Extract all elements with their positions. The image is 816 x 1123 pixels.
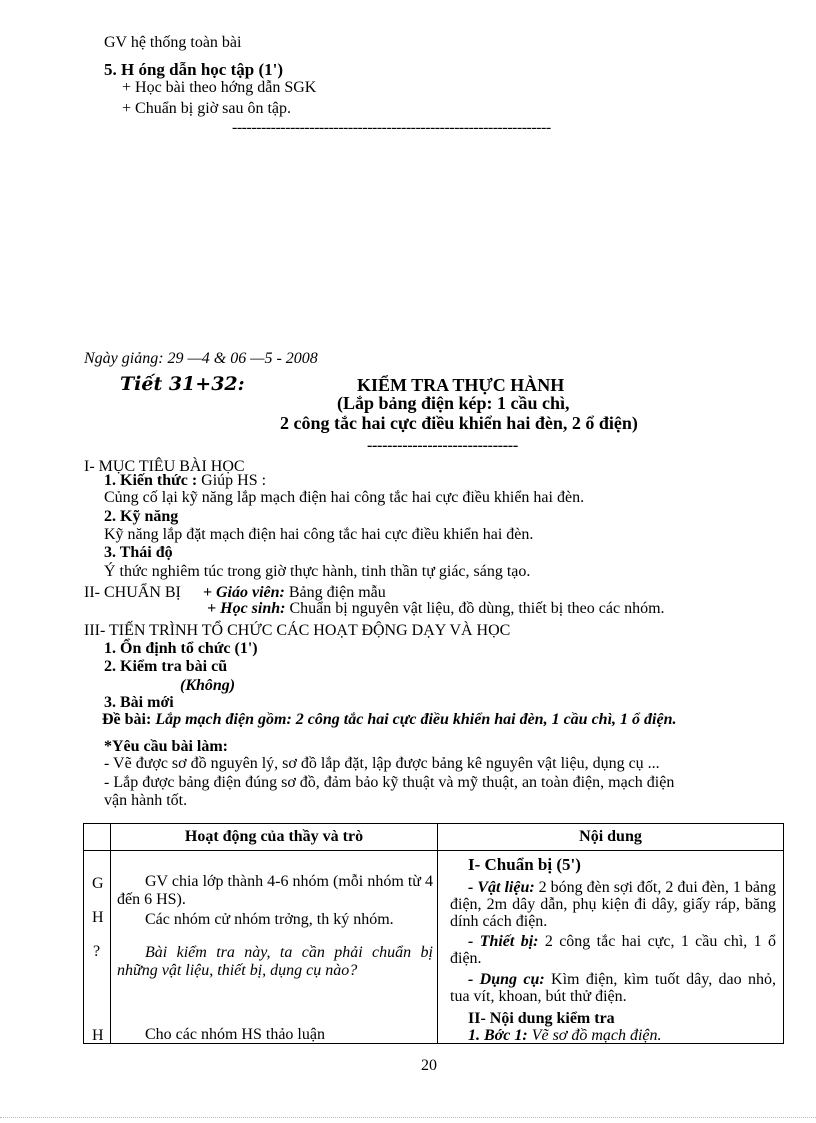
exam-label: Đề bài: <box>102 711 152 728</box>
process-heading: III- TIẾN TRÌNH TỔ CHỨC CÁC HOẠT ĐỘNG DẠY VÀ HỌC <box>84 622 511 639</box>
lesson-subtitle: (Lắp bảng điện kép: 1 cầu chì, <box>337 393 570 413</box>
content-prep-heading: I- Chuẩn bị (5') <box>468 855 581 874</box>
tools-text: Kìm điện, kìm tuốt dây, dao nhỏ, tua vít, khoan, bút thử điện. <box>450 971 777 1006</box>
role-column <box>84 851 111 1044</box>
table-row <box>84 851 784 1044</box>
title-rule: ------------------------------ <box>367 437 518 454</box>
teacher-text: Bảng điện mẫu <box>288 584 386 601</box>
activity-column <box>111 851 438 1044</box>
skill-label: 2. Kỹ năng <box>104 508 179 525</box>
step-organization: 1. Ổn định tổ chức (1') <box>104 640 258 657</box>
prep-heading: II- CHUẨN BỊ <box>84 584 181 601</box>
devices-text: 2 công tắc hai cực, 1 cầu chì, 1 ổ điện. <box>450 933 776 968</box>
knowledge-label: 1. Kiến thức : <box>104 472 198 489</box>
requirement-item-continued: vận hành tốt. <box>104 792 188 809</box>
step-review: 2. Kiểm tra bài cũ <box>104 658 228 675</box>
content-tools <box>450 971 776 1005</box>
knowledge-line <box>104 472 266 490</box>
objectives-heading: I- MỤC TIÊU BÀI HỌC <box>84 458 245 475</box>
requirement-item: - Vẽ được sơ đồ nguyên lý, sơ đồ lắp đặt, lập được bảng kê nguyên vật liệu, dụng cụ ... <box>104 755 660 772</box>
activity-item: Cho các nhóm HS thảo luận <box>145 1026 325 1043</box>
attitude-label: 3. Thái độ <box>104 544 173 561</box>
role-marker: H <box>92 1027 104 1044</box>
activity-item: GV chia lớp thành 4-6 nhóm (mỗi nhóm từ 4 đến 6 HS). <box>117 873 433 908</box>
content-devices <box>450 933 776 967</box>
role-marker: ? <box>93 943 101 960</box>
role-marker: H <box>92 909 104 926</box>
lesson-number: Tiết 31+32: <box>120 373 245 395</box>
activity-table <box>83 823 784 1044</box>
prep-line-student <box>207 600 665 618</box>
study-guide-item: + Học bài theo hớng dẫn SGK <box>122 79 317 96</box>
teacher-label: + Giáo viên: <box>202 584 285 601</box>
knowledge-text: Củng cố lại kỹ năng lắp mạch điện hai công tắc hai cực điều khiển hai đèn. <box>104 489 585 506</box>
step-new-lesson: 3. Bài mới <box>104 694 174 711</box>
content-materials <box>450 879 776 930</box>
materials-label: - Vật liệu: <box>468 879 535 896</box>
content-column <box>438 851 784 1044</box>
table-header-row <box>84 824 784 851</box>
activity-item: Các nhóm cử nhóm trởng, th ký nhóm. <box>145 911 394 928</box>
page-bottom-border <box>0 1117 816 1118</box>
page-number: 20 <box>421 1057 437 1074</box>
study-guide-item: + Chuẩn bị giờ sau ôn tập. <box>122 100 292 117</box>
student-label: + Học sinh: <box>207 600 286 617</box>
attitude-text: Ý thức nghiêm túc trong giờ thực hành, tinh thần tự giác, sáng tạo. <box>104 563 531 580</box>
devices-label: - Thiết bị: <box>468 933 539 950</box>
exam-text: Lắp mạch điện gồm: 2 công tắc hai cực điều khiển hai đèn, 1 cầu chì, 1 ổ điện. <box>155 711 677 728</box>
exam-line <box>102 711 676 729</box>
student-text: Chuẩn bị nguyên vật liệu, đồ dùng, thiết bị theo các nhóm. <box>289 600 665 617</box>
role-marker: G <box>92 875 104 892</box>
tools-label: - Dụng cụ: <box>468 971 545 988</box>
review-none: (Không) <box>180 677 236 694</box>
requirement-label: *Yêu cầu bài làm: <box>104 738 228 755</box>
knowledge-lead: Giúp HS : <box>201 472 267 489</box>
step-text: Vẽ sơ đồ mạch điện. <box>531 1027 662 1044</box>
prep-line-teacher <box>84 584 386 602</box>
content-exam-heading: II- Nội dung kiểm tra <box>468 1010 615 1027</box>
content-step <box>468 1028 662 1045</box>
lesson-date: Ngày giảng: 29 —4 & 06 —5 - 2008 <box>84 350 318 367</box>
table-header-empty <box>84 824 111 851</box>
lesson-subtitle: 2 công tắc hai cực điều khiển hai đèn, 2 ổ điện) <box>280 413 638 433</box>
step-label: 1. Bớc 1: <box>468 1027 528 1044</box>
study-guide-heading: 5. H óng dẫn học tập (1') <box>104 60 283 79</box>
lesson-title: KIỂM TRA THỰC HÀNH <box>357 375 565 395</box>
header-content: Nội dung <box>438 824 784 851</box>
separator-rule: ------------------------------------------------------------------ <box>232 119 551 136</box>
summary-line: GV hệ thống toàn bài <box>104 34 242 51</box>
activity-question: Bài kiểm tra này, ta cần phải chuẩn bị những vật liệu, thiết bị, dụng cụ nào? <box>117 944 433 979</box>
requirement-item: - Lắp được bảng điện đúng sơ đồ, đảm bảo kỹ thuật và mỹ thuật, an toàn điện, mạch điện <box>104 774 675 791</box>
header-activity: Hoạt động của thầy và trò <box>111 824 438 851</box>
skill-text: Kỹ năng lắp đặt mạch điện hai công tắc hai cực điều khiển hai đèn. <box>104 526 534 543</box>
materials-text: 2 bóng đèn sợi đốt, 2 đui đèn, 1 bảng điện, 2m dây dẫn, phụ kiện đi dây, giấy ráp, băng dính cách điện. <box>450 879 776 931</box>
